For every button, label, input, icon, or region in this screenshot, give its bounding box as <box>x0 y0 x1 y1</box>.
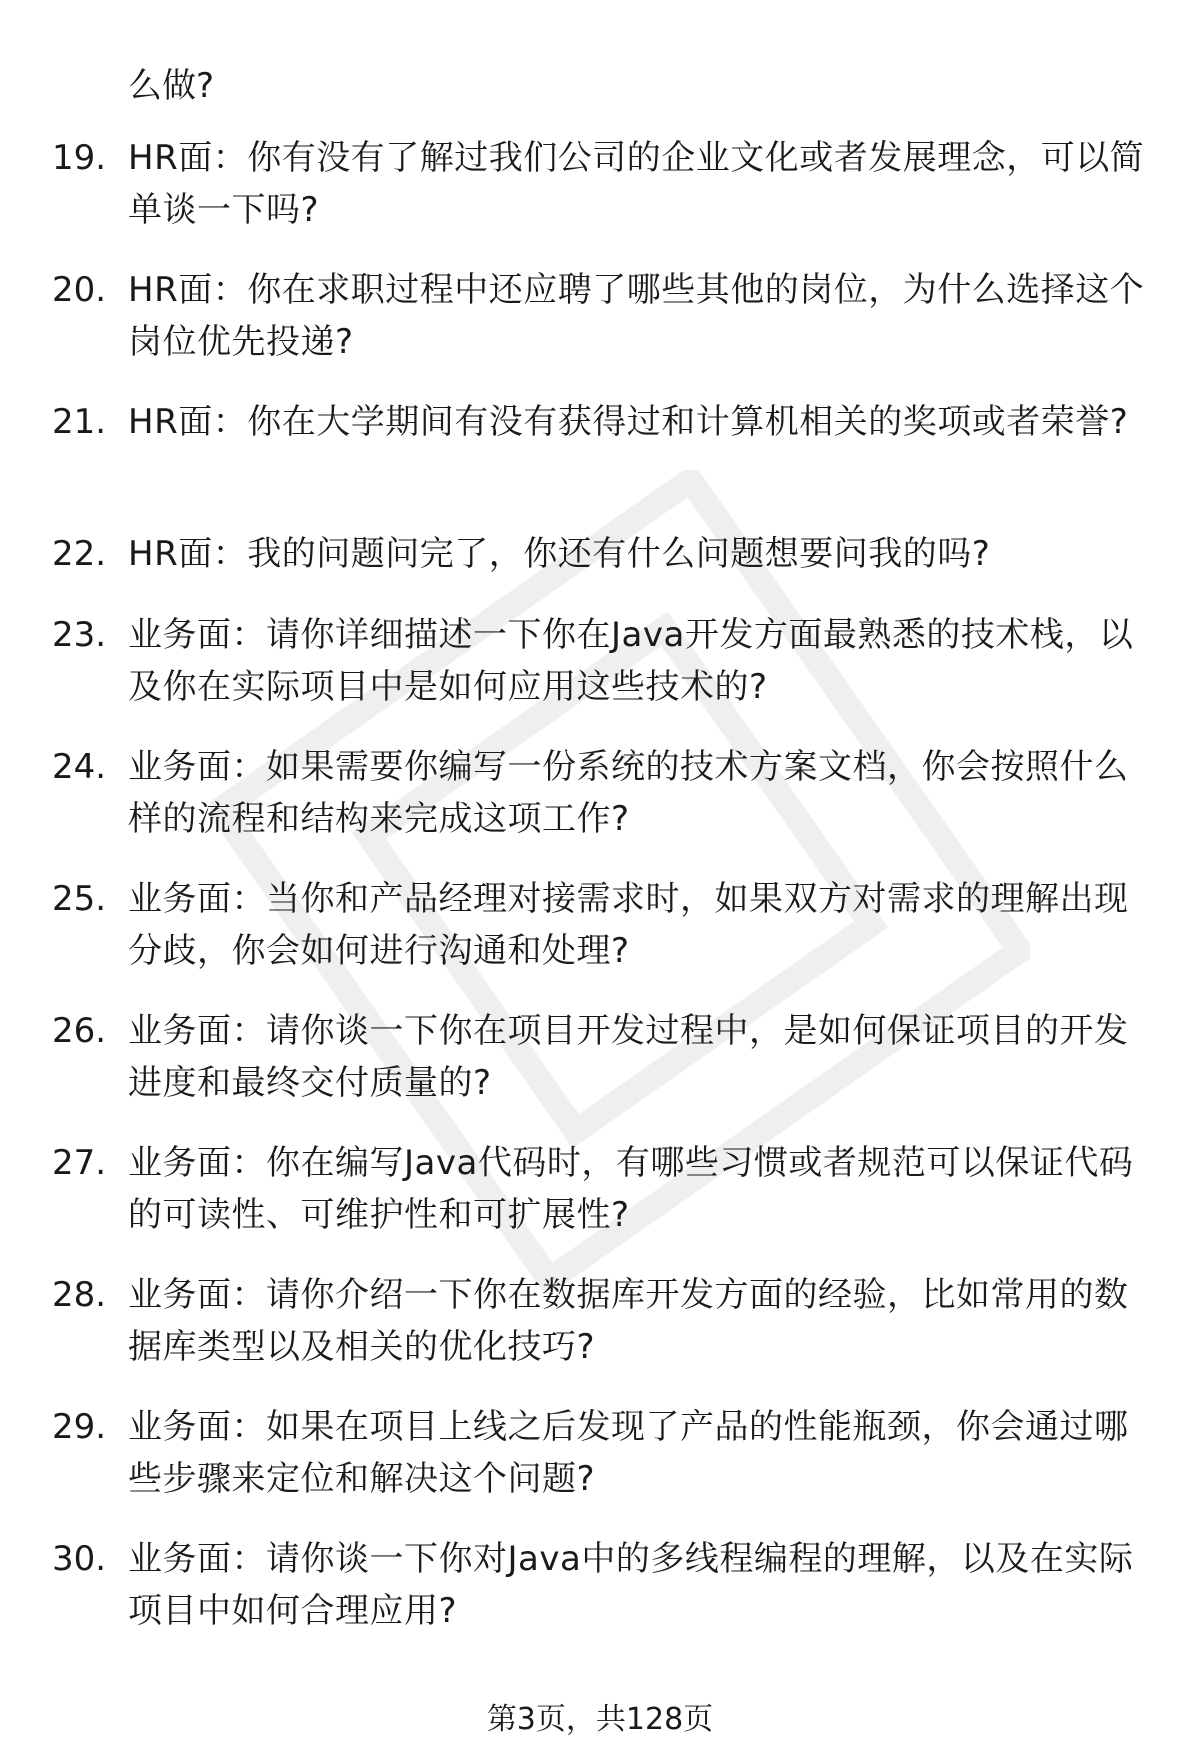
question-item <box>0 1401 1200 1508</box>
question-number: 27. <box>52 1143 107 1183</box>
question-number: 21. <box>52 402 107 442</box>
question-item <box>0 528 1200 584</box>
question-item <box>0 1533 1200 1640</box>
question-item <box>0 1269 1200 1376</box>
page-footer: 第3页，共128页 <box>486 1702 714 1737</box>
question-number: 30. <box>52 1539 107 1579</box>
question-number: 28. <box>52 1275 107 1315</box>
question-list <box>0 132 1200 1665</box>
question-item <box>0 741 1200 848</box>
question-number: 25. <box>52 879 107 919</box>
question-text: HR面：你在求职过程中还应聘了哪些其他的岗位，为什么选择这个岗位优先投递? <box>128 270 1145 362</box>
question-number: 24. <box>52 747 107 787</box>
question-number: 19. <box>52 138 107 178</box>
question-text: 业务面：请你谈一下你对Java中的多线程编程的理解，以及在实际项目中如何合理应用? <box>128 1539 1134 1631</box>
continued-question-text: 么做? <box>128 66 215 106</box>
question-number: 26. <box>52 1011 107 1051</box>
question-text: 业务面：当你和产品经理对接需求时，如果双方对需求的理解出现分歧，你会如何进行沟通和处理? <box>128 879 1129 971</box>
question-number: 20. <box>52 270 107 310</box>
question-text: 业务面：你在编写Java代码时，有哪些习惯或者规范可以保证代码的可读性、可维护性和可扩展性? <box>128 1143 1134 1235</box>
question-item <box>0 396 1200 503</box>
question-text: 业务面：如果在项目上线之后发现了产品的性能瓶颈，你会通过哪些步骤来定位和解决这个问题? <box>128 1407 1129 1499</box>
question-item <box>0 1137 1200 1244</box>
question-number: 29. <box>52 1407 107 1447</box>
question-text: 业务面：请你谈一下你在项目开发过程中，是如何保证项目的开发进度和最终交付质量的? <box>128 1011 1129 1103</box>
question-number: 22. <box>52 534 107 574</box>
question-item <box>0 873 1200 980</box>
question-number: 23. <box>52 615 107 655</box>
question-text: HR面：你有没有了解过我们公司的企业文化或者发展理念，可以简单谈一下吗? <box>128 138 1145 230</box>
question-item <box>0 132 1200 239</box>
question-text: 业务面：如果需要你编写一份系统的技术方案文档，你会按照什么样的流程和结构来完成这项工作? <box>128 747 1129 839</box>
question-text: 业务面：请你介绍一下你在数据库开发方面的经验，比如常用的数据库类型以及相关的优化技巧? <box>128 1275 1129 1367</box>
question-text: HR面：你在大学期间有没有获得过和计算机相关的奖项或者荣誉? <box>128 402 1129 442</box>
question-text: HR面：我的问题问完了，你还有什么问题想要问我的吗? <box>128 534 991 574</box>
question-item <box>0 609 1200 716</box>
question-item <box>0 1005 1200 1112</box>
question-item <box>0 264 1200 371</box>
question-text: 业务面：请你详细描述一下你在Java开发方面最熟悉的技术栈，以及你在实际项目中是如何应用这些技术的? <box>128 615 1134 707</box>
